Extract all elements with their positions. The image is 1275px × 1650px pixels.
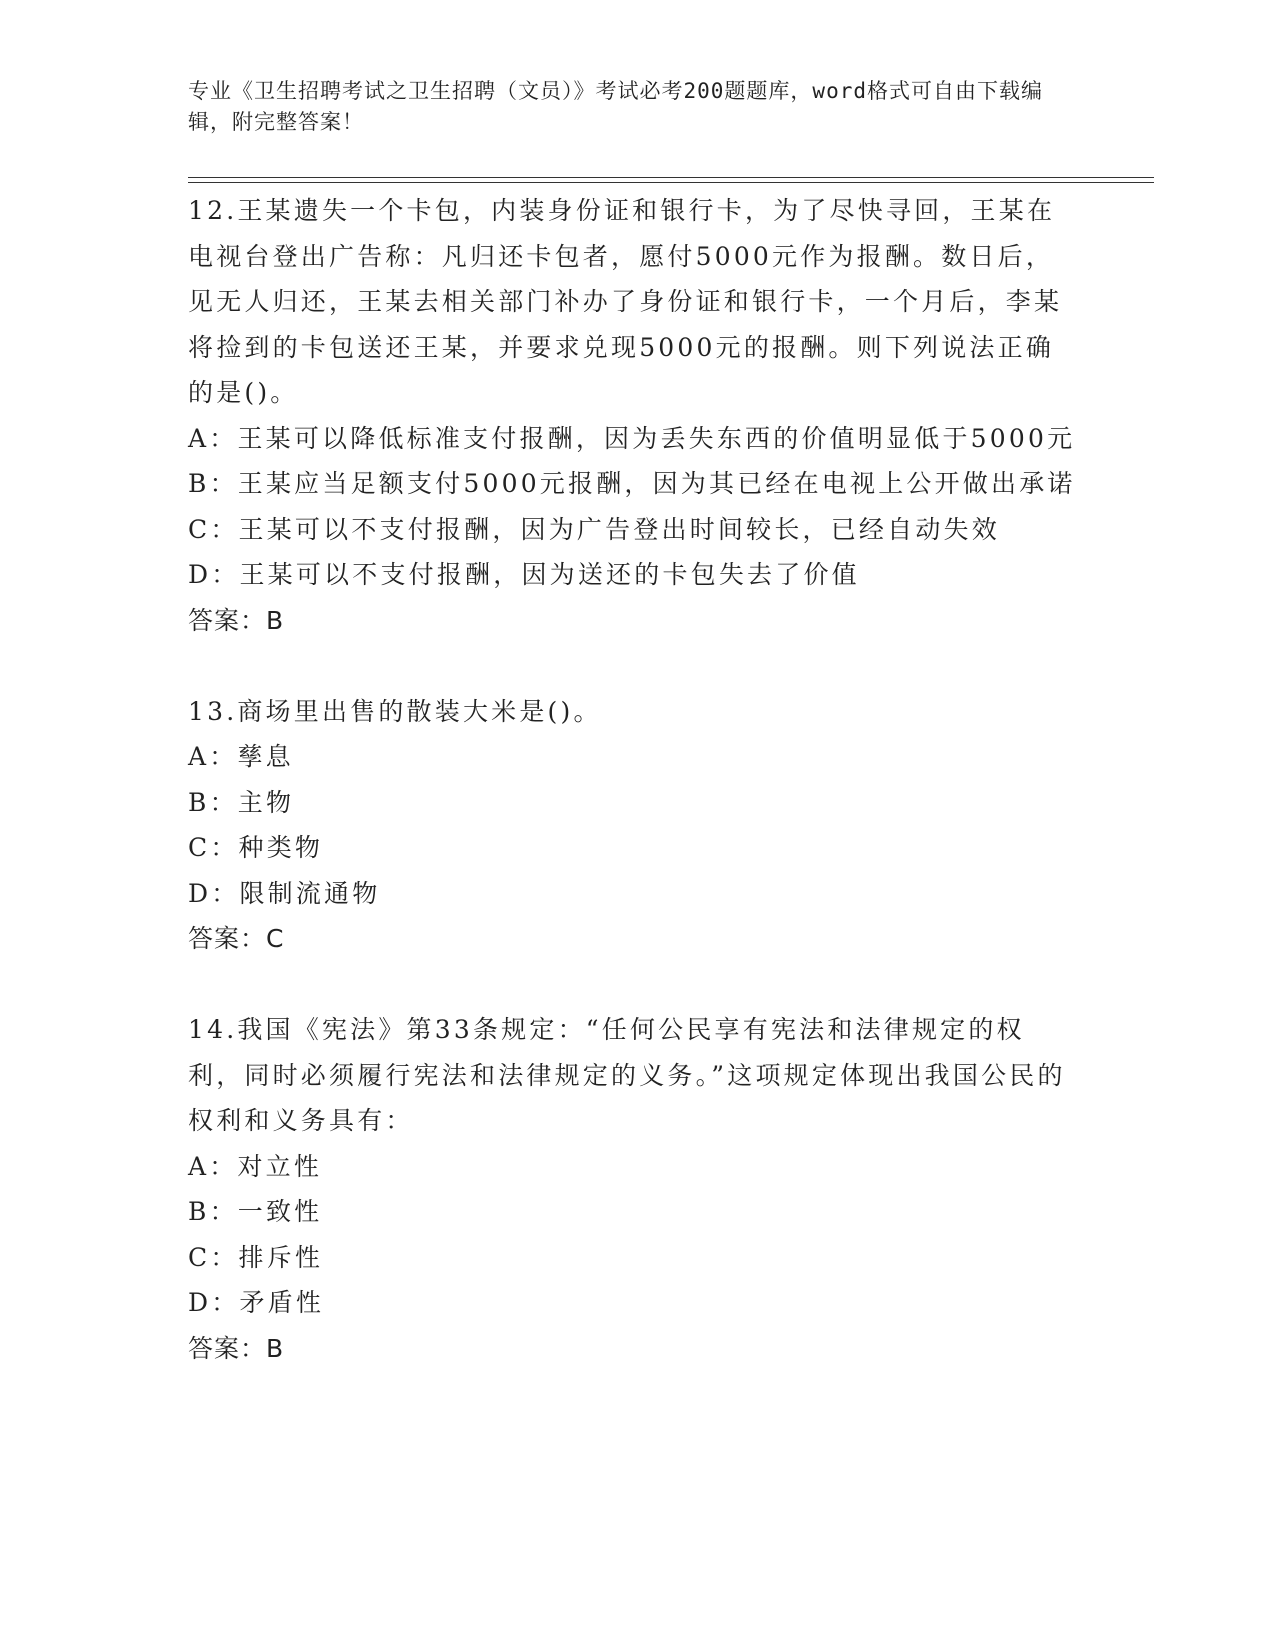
- question-text: 12.王某遗失一个卡包，内装身份证和银行卡，为了尽快寻回，王某在电视台登出广告称：凡归还卡包者，愿付5000元作为报酬。数日后，见无人归还，王某去相关部门补办了身份证和银行卡，一个月后，李某将捡到的卡包送还王某，并要求兑现5000元的报酬。则下列说法正确的是()。: [188, 196, 1063, 407]
- option-b: B：王某应当足额支付5000元报酬，因为其已经在电视上公开做出承诺: [188, 469, 1076, 498]
- option-a: A：孳息: [188, 742, 294, 771]
- question-text: 13.商场里出售的散装大米是()。: [188, 696, 602, 726]
- answer-label: 答案：B: [188, 605, 285, 635]
- question-spacer: [188, 962, 1078, 1008]
- header-divider-top: [188, 177, 1154, 178]
- question-12: [188, 188, 1078, 643]
- option-c: C：种类物: [188, 833, 324, 862]
- document-header: 专业《卫生招聘考试之卫生招聘（文员）》考试必考200题题库，word格式可自由下载编辑，附完整答案！: [188, 79, 1043, 134]
- option-c: C：排斥性: [188, 1242, 324, 1272]
- option-b: B：主物: [188, 787, 295, 817]
- option-d: D：限制流通物: [188, 878, 381, 908]
- option-a: A：王某可以降低标准支付报酬，因为丢失东西的价值明显低于5000元: [188, 423, 1076, 453]
- option-c: C：王某可以不支付报酬，因为广告登出时间较长，已经自动失效: [188, 514, 1000, 544]
- option-d: D：王某可以不支付报酬，因为送还的卡包失去了价值: [188, 560, 860, 589]
- question-spacer: [188, 643, 1078, 689]
- option-b: B：一致性: [188, 1197, 323, 1226]
- question-list: [188, 188, 1078, 1371]
- question-text: 14.我国《宪法》第33条规定：“任何公民享有宪法和法律规定的权利，同时必须履行宪法和法律规定的义务。”这项规定体现出我国公民的权利和义务具有：: [188, 1015, 1066, 1135]
- question-14: [188, 1007, 1078, 1371]
- answer-label: 答案：C: [188, 924, 285, 953]
- answer-label: 答案：B: [188, 1333, 285, 1363]
- option-d: D：矛盾性: [188, 1288, 325, 1317]
- question-13: [188, 689, 1078, 962]
- option-a: A：对立性: [188, 1151, 323, 1181]
- header-divider-bottom: [188, 182, 1154, 183]
